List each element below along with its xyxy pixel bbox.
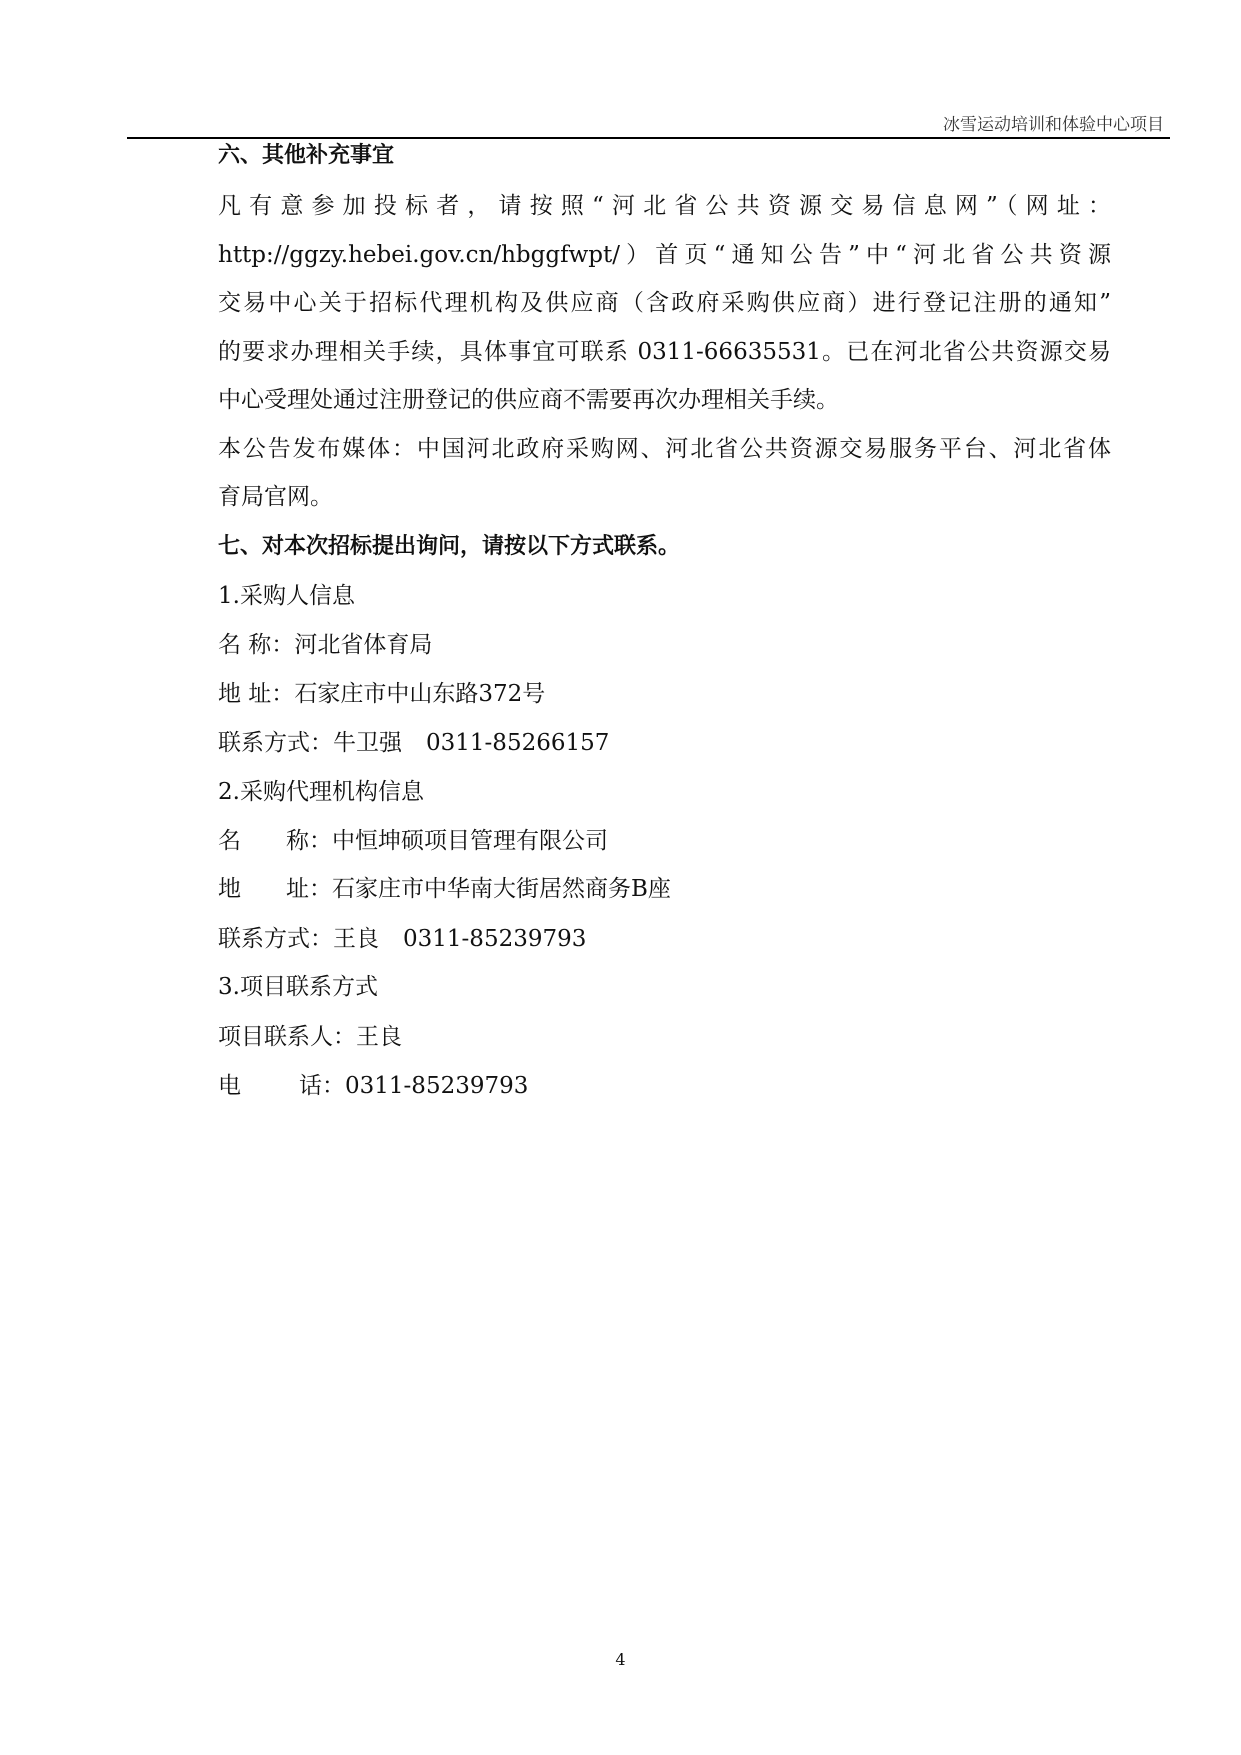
purchaser-contact-row [218,728,609,758]
label: 项目联系人： [218,1024,356,1050]
agency-name-row [218,826,608,856]
purchaser-address-row [218,679,545,709]
paragraph-line: 的要求办理相关手续，具体事宜可联系 0311-66635531。已在河北省公共资源交易 [218,339,1111,365]
paragraph-line: 育局官网。 [218,484,333,510]
project-title: 3.项目联系方式 [218,974,378,1000]
contact-person: 王良 [333,926,379,952]
project-phone-row [218,1071,528,1101]
agency-address-row [218,874,671,904]
paragraph-line: http://ggzy.hebei.gov.cn/hbggfwpt/）首页“通知公告”中“河北省公共资源 [218,242,1111,268]
header-rule [127,137,1170,139]
label: 称： [286,828,332,854]
project-person-row [218,1022,402,1052]
contact-phone: 0311-85239793 [403,926,587,952]
contact-person: 牛卫强 [333,730,402,756]
label: 电 [218,1073,241,1099]
value: 0311-85239793 [345,1073,529,1099]
label: 名 称： [218,632,295,658]
purchaser-title: 1.采购人信息 [218,583,355,609]
label: 址： [286,876,332,902]
label: 联系方式： [218,730,333,756]
agency-title: 2.采购代理机构信息 [218,779,424,805]
contact-phone: 0311-85266157 [426,730,610,756]
section-6-heading: 六、其他补充事宜 [218,143,395,168]
label: 联系方式： [218,926,333,952]
page-number: 4 [615,1650,626,1669]
label: 地 [218,876,241,902]
value: 石家庄市中华南大街居然商务B座 [332,876,671,902]
value: 石家庄市中山东路372号 [294,681,546,707]
label: 名 [218,828,241,854]
paragraph-line: 本公告发布媒体：中国河北政府采购网、河北省公共资源交易服务平台、河北省体 [218,436,1111,462]
label: 话： [299,1073,345,1099]
value: 中恒坤硕项目管理有限公司 [332,828,608,854]
value: 河北省体育局 [294,632,433,658]
section-7-heading: 七、对本次招标提出询问，请按以下方式联系。 [218,534,681,559]
paragraph-line: 交易中心关于招标代理机构及供应商（含政府采购供应商）进行登记注册的通知” [218,290,1111,316]
label: 地 址： [218,681,295,707]
purchaser-name-row [218,630,432,660]
paragraph-line: 凡有意参加投标者，请按照“河北省公共资源交易信息网”（网址： [218,193,1111,219]
paragraph-line: 中心受理处通过注册登记的供应商不需要再次办理相关手续。 [218,387,839,413]
running-header-title: 冰雪运动培训和体验中心项目 [943,115,1164,135]
agency-contact-row [218,924,586,954]
value: 王良 [356,1024,402,1050]
